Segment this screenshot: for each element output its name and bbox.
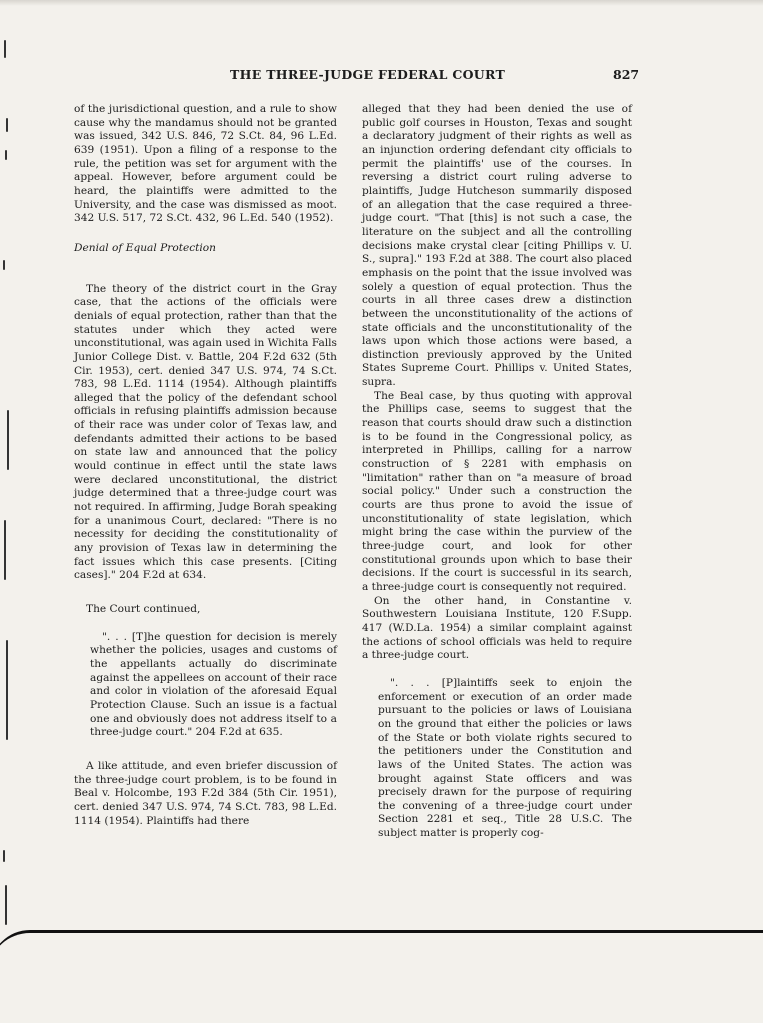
section-heading: Denial of Equal Protection <box>74 241 216 254</box>
scan-mark <box>5 885 7 925</box>
paragraph: The Beal case, by thus quoting with approval the Phillips case, seems to suggest that the reason that courts should draw such a distinction is to be found in the Congressional policy, as interpreted in Phillips, calling for a narrow construction of § 2281 with emphasis on "limitation" rather than on "a measure of broad social policy." Under such a construction the courts are thus prone to avoid the issue of unconstitutionality of state legislation, which might bring the case within the purview of the three-judge court, and look for other constitutional grounds upon which to base their decisions. If the court is successful in its search, a three-judge court is consequently not required. <box>362 389 632 593</box>
page-number: 827 <box>613 67 640 82</box>
scan-mark <box>7 410 9 470</box>
page-binding-edge <box>0 930 763 1023</box>
paragraph: The theory of the district court in the Gray case, that the actions of the officials were denials of equal protection, rather than that the statutes under which they acted were unconstitutional, was again used in Wichita Falls Junior College Dist. v. Battle, 204 F.2d 632 (5th Cir. 1953), cert. denied 347 U.S. 974, 74 S.Ct. 783, 98 L.Ed. 1114 (1954). Although plaintiffs alleged that the policy of the defendant school officials in refusing plaintiffs admission because of their race was under color of Texas law, and defendants admitted their actions to be based on state law and announced that the policy would continue in effect until the state laws were declared unconstitutional, the district judge determined that a three-judge court was not required. In affirming, Judge Borah speaking for a unanimous Court, declared: "There is no necessity for deciding the constitutionality of any provision of Texas law in determining the fact issues which this case presents. [Citing cases]." 204 F.2d at 634. <box>74 282 337 582</box>
scan-mark <box>5 150 7 160</box>
paragraph: The Court continued, <box>86 603 201 615</box>
running-head <box>0 67 763 83</box>
running-head-title: THE THREE-JUDGE FEDERAL COURT <box>230 67 506 82</box>
right-column <box>362 103 632 841</box>
scan-mark <box>4 40 6 58</box>
block-quote: ". . . [P]laintiffs seek to enjoin the enforcement or execution of an order made pursuant to the policies or laws of Louisiana on the ground that either the policies or laws of the State or both violate rights secured to the petitioners under the Constitution and laws of the United States. The action was brought against State officers and was precisely drawn for the purpose of requiring the convening of a three-judge court under Section 2281 et seq., Title 28 U.S.C. The subject matter is properly cog- <box>378 676 632 840</box>
left-column <box>74 103 337 828</box>
scan-mark <box>4 520 6 580</box>
block-quote: ". . . [T]he question for decision is merely whether the policies, usages and customs of the appellants actually do discriminate against the appellees on account of their race and color in violation of the aforesaid Equal Protection Clause. Such an issue is a factual one and obviously does not address itself to a three-judge court." 204 F.2d at 635. <box>90 630 337 739</box>
paragraph: of the jurisdictional question, and a rule to show cause why the mandamus should not be granted was issued, 342 U.S. 846, 72 S.Ct. 84, 96 L.Ed. 639 (1951). Upon a filing of a response to the rule, the petition was set for argument with the appeal. However, before argument could be heard, the plaintiffs were admitted to the University, and the case was dismissed as moot. 342 U.S. 517, 72 S.Ct. 432, 96 L.Ed. 540 (1952). <box>74 103 337 225</box>
paragraph: On the other hand, in Constantine v. Southwestern Louisiana Institute, 120 F.Supp. 417 (W.D.La. 1954) a similar complaint against the actions of school officials was held to require a three-judge court. <box>362 594 632 662</box>
scan-mark <box>6 118 8 132</box>
page-top-edge <box>0 0 763 6</box>
scan-mark <box>3 850 5 862</box>
scan-mark <box>3 260 5 270</box>
paragraph: alleged that they had been denied the use of public golf courses in Houston, Texas and sought a declaratory judgment of their rights as well as an injunction ordering defendant city officials to permit the plaintiffs' use of the courses. In reversing a district court ruling adverse to plaintiffs, Judge Hutcheson summarily disposed of an allegation that the case required a three-judge court. "That [this] is not such a case, the literature on the subject and all the controlling decisions make crystal clear [citing Phillips v. U. S., supra]." 193 F.2d at 388. The court also placed emphasis on the point that the issue involved was solely a question of equal protection. Thus the courts in all three cases drew a distinction between the unconstitutionality of the actions of state officials and the unconstitutionality of the laws upon which those actions were based, a distinction previously approved by the United States Supreme Court. Phillips v. United States, supra. <box>362 103 632 389</box>
scan-mark <box>6 640 8 740</box>
paragraph: A like attitude, and even briefer discussion of the three-judge court problem, is to be found in Beal v. Holcombe, 193 F.2d 384 (5th Cir. 1951), cert. denied 347 U.S. 974, 74 S.Ct. 783, 98 L.Ed. 1114 (1954). Plaintiffs had there <box>74 759 337 827</box>
